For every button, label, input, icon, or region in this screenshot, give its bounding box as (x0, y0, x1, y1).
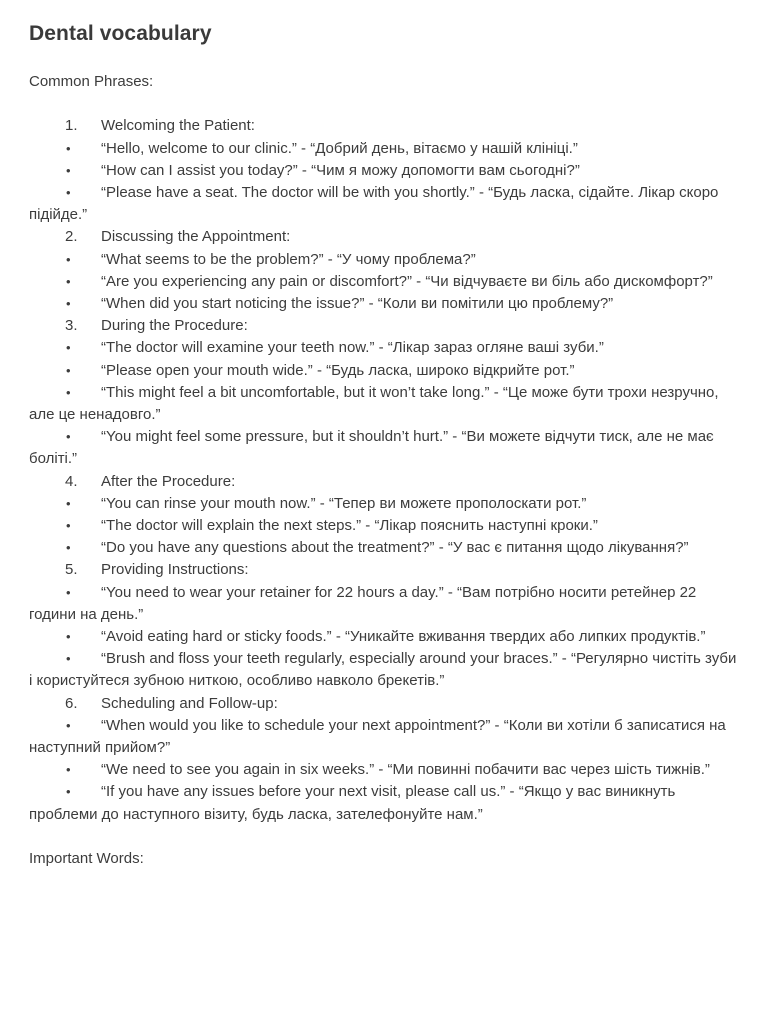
phrase-text: “When did you start noticing the issue?” - “Коли ви помітили цю проблему?” (101, 295, 614, 313)
bullet-icon: • (66, 429, 71, 445)
section-heading (29, 559, 740, 581)
phrase-text: “You need to wear your retainer for 22 hours a day.” - “Вам потрібно носити ретейнер 22 години на день.” (29, 583, 697, 623)
phrase-text: “If you have any issues before your next visit, please call us.” - “Якщо у вас виникнуть проблеми до наступного візиту, будь ласка, зателефонуйте нам.” (29, 783, 676, 823)
bullet-icon: • (66, 495, 71, 511)
section-number: 2. (65, 228, 78, 246)
section-heading (29, 226, 740, 248)
phrase-item (29, 781, 740, 825)
phrase-item (29, 160, 740, 182)
phrase-text: “This might feel a bit uncomfortable, but it won’t take long.” - “Це може бути трохи незручно, але це ненадовго.” (29, 383, 719, 424)
phrase-text: “You might feel some pressure, but it shouldn’t hurt.” - “Ви можете відчути тиск, але не має болiтi.” (29, 428, 714, 468)
phrase-item (29, 626, 740, 648)
section-number: 6. (65, 694, 78, 712)
section-heading-text: Scheduling and Follow-up: (101, 694, 278, 712)
bullet-icon: • (66, 384, 71, 400)
section-heading-text: Welcoming the Patient: (101, 117, 255, 135)
phrase-item (29, 360, 740, 382)
bullet-icon: • (66, 629, 71, 645)
section-heading (29, 693, 740, 715)
phrase-text: “Are you experiencing any pain or discomfort?” - “Чи відчуваєте ви біль або дискомфорт?” (101, 272, 713, 290)
bullet-icon: • (66, 540, 71, 556)
bullet-icon: • (66, 762, 71, 778)
common-phrases-label: Common Phrases: (29, 73, 154, 90)
bullet-icon: • (66, 651, 71, 667)
bullet-icon: • (66, 273, 71, 289)
bullet-icon: • (66, 584, 71, 600)
section-number: 3. (65, 317, 78, 335)
section-heading (29, 115, 740, 137)
phrase-text: “Brush and floss your teeth regularly, especially around your braces.” - “Регулярно чистіть зуби і користуйтеся зубною ниткою, особливо навколо брекетів.” (29, 650, 737, 690)
section-heading-text: After the Procedure: (101, 472, 236, 490)
phrase-text: “We need to see you again in six weeks.” - “Ми повинні побачити вас через шість тижнів.” (101, 761, 710, 779)
page-title: Dental vocabulary (29, 22, 212, 45)
phrase-item (29, 537, 740, 559)
phrase-text: “The doctor will explain the next steps.” - “Лікар пояснить наступні кроки.” (101, 517, 598, 535)
phrase-item (29, 759, 740, 781)
phrase-text: “The doctor will examine your teeth now.” - “Лікар зараз огляне ваші зуби.” (101, 339, 604, 357)
phrase-item (29, 337, 740, 359)
important-words-label: Important Words: (29, 849, 144, 867)
bullet-icon: • (66, 185, 71, 200)
phrase-text: “How can I assist you today?” - “Чим я можу допомогти вам сьогодні?” (101, 161, 580, 179)
phrase-item (29, 182, 740, 226)
phrase-text: “Do you have any questions about the treatment?” - “У вас є питання щодо лікування?” (101, 539, 689, 557)
section-heading-text: Discussing the Appointment: (101, 228, 291, 246)
phrase-item (29, 249, 740, 271)
section-number: 5. (65, 561, 78, 579)
bullet-icon: • (66, 518, 71, 534)
phrase-item (29, 293, 740, 315)
section-heading (29, 471, 740, 493)
phrase-item (29, 138, 740, 160)
section-number: 4. (65, 472, 78, 490)
phrase-text: “Avoid eating hard or sticky foods.” - “Уникайте вживання твердих або липких продуктів.” (101, 628, 706, 646)
phrase-item (29, 648, 740, 692)
phrase-item (29, 493, 740, 515)
bullet-icon: • (66, 140, 71, 156)
bullet-icon: • (66, 340, 71, 356)
section-heading-text: During the Procedure: (101, 317, 248, 335)
section-heading-text: Providing Instructions: (101, 561, 249, 579)
bullet-icon: • (66, 362, 71, 378)
phrase-item (29, 426, 740, 470)
phrase-text: “You can rinse your mouth now.” - “Тепер ви можете прополоскати рот.” (101, 494, 587, 512)
phrase-item (29, 271, 740, 293)
spacer (29, 93, 740, 115)
phrase-item (29, 715, 740, 759)
phrase-text: “What seems to be the problem?” - “У чому проблема?” (101, 250, 476, 268)
bullet-icon: • (66, 784, 71, 800)
bullet-icon: • (66, 296, 71, 312)
phrase-text: “When would you like to schedule your next appointment?” - “Коли ви хотіли б записатися на наступний прийом?” (29, 716, 726, 757)
bullet-icon: • (66, 162, 71, 178)
phrase-text: “Please have a seat. The doctor will be with you shortly.” - “Будь ласка, сідайте. Лікар скоро підійде.” (29, 184, 719, 224)
phrase-item (29, 582, 740, 626)
bullet-icon: • (66, 251, 71, 267)
phrase-item (29, 515, 740, 537)
phrase-text: “Please open your mouth wide.” - “Будь ласка, широко відкрийте рот.” (101, 361, 575, 379)
phrase-item (29, 382, 740, 426)
phrase-text: “Hello, welcome to our clinic.” - “Добрий день, вітаємо у нашій клініці.” (101, 139, 578, 157)
section-number: 1. (65, 117, 78, 135)
phrase-sections (29, 115, 740, 826)
bullet-icon: • (66, 717, 71, 733)
section-heading (29, 315, 740, 337)
